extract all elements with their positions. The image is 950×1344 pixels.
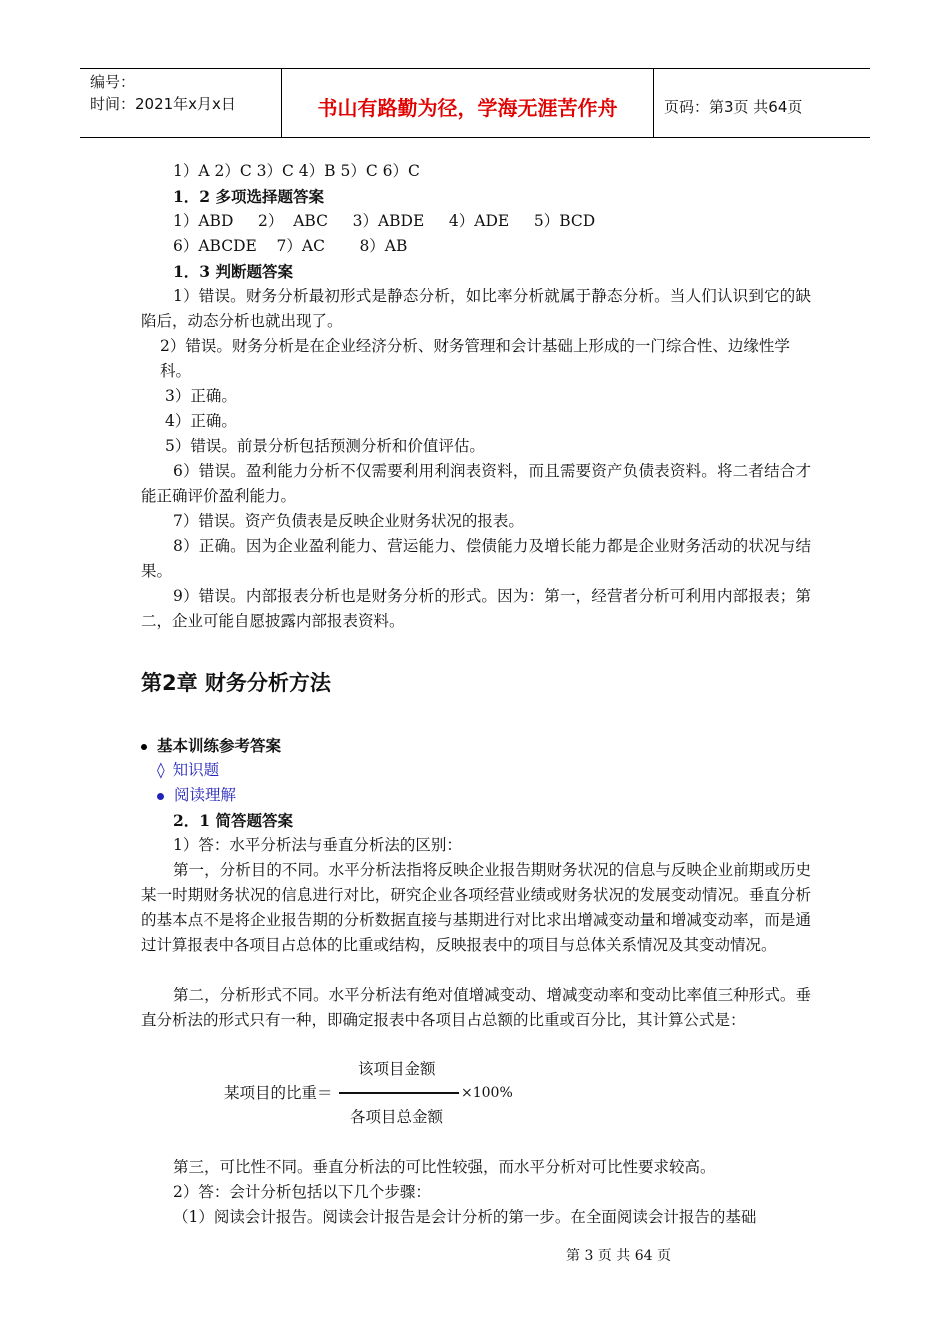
sub-reading-label: 阅读理解 bbox=[174, 786, 237, 804]
paragraph-1: 第一，分析目的不同。水平分析法指将反映企业报告期财务状况的信息与反映企业前期或历史某一时期财务状况的信息进行对比，研究企业各项经营业绩或财务状况的发展变动情况。垂直分析的基本点不是将企业报告期的分析数据直接与基期进行对比求出增减变动量和增减变动率，而是通过计算报表中各项目占总体的比重或结构，反映报表中的项目与总体关系情况及其变动情况。 bbox=[141, 861, 811, 954]
question-1: 1）答：水平分析法与垂直分析法的区别： bbox=[173, 836, 462, 854]
sub-knowledge-label: 知识题 bbox=[172, 761, 220, 779]
formula-lhs: 某项目的比重＝ bbox=[224, 1084, 333, 1102]
judgement-1: 1）错误。财务分析最初形式是静态分析，如比率分析就属于静态分析。当人们认识到它的缺陷后，动态分析也就出现了。 bbox=[141, 287, 811, 330]
answer-single-choice: 1）A 2）C 3）C 4）B 5）C 6）C bbox=[173, 162, 420, 180]
judgement-6: 6）错误。盈利能力分析不仅需要利用利润表资料，而且需要资产负债表资料。将二者结合才能正确评价盈利能力。 bbox=[141, 462, 811, 505]
serial-label: 编号： bbox=[90, 73, 136, 91]
heading-1-2: 1．2 多项选择题答案 bbox=[173, 187, 324, 206]
judgement-7: 7）错误。资产负债表是反映企业财务状况的报表。 bbox=[173, 512, 524, 530]
bullet-basic-label: 基本训练参考答案 bbox=[157, 736, 282, 755]
judgement-4: 4）正确。 bbox=[165, 412, 237, 430]
header-table bbox=[80, 68, 870, 138]
chapter-title: 第2章 财务分析方法 bbox=[141, 671, 331, 695]
judgement-9: 9）错误。内部报表分析也是财务分析的形式。因为：第一，经营者分析可利用内部报表；第二，企业可能自愿披露内部报表资料。 bbox=[141, 587, 811, 630]
formula-denominator: 各项目总金额 bbox=[350, 1108, 444, 1126]
time-label: 时间：2021年x月x日 bbox=[90, 95, 236, 113]
paragraph-2: 第二，分析形式不同。水平分析法有绝对值增减变动、增减变动率和变动比率值三种形式。垂直分析法的形式只有一种，即确定报表中各项目占总额的比重或百分比，其计算公式是： bbox=[141, 986, 811, 1029]
question-2: 2）答：会计分析包括以下几个步骤： bbox=[173, 1183, 431, 1201]
formula-multiplier: ×100% bbox=[461, 1085, 513, 1101]
bullet-dot-icon bbox=[141, 744, 147, 750]
heading-2-1: 2．1 简答题答案 bbox=[173, 811, 293, 830]
paragraph-3: 第三，可比性不同。垂直分析法的可比性较强，而水平分析对可比性要求较高。 bbox=[173, 1158, 716, 1176]
judgement-5: 5）错误。前景分析包括预测分析和价值评估。 bbox=[165, 437, 485, 455]
diamond-icon: ◊ bbox=[157, 761, 165, 779]
judgement-2: 2）错误。财务分析是在企业经济分析、财务管理和会计基础上形成的一门综合性、边缘性学科。 bbox=[160, 337, 790, 380]
formula-numerator: 该项目金额 bbox=[358, 1060, 436, 1078]
judgement-3: 3）正确。 bbox=[165, 387, 237, 405]
answer-multi-choice-1: 1）ABD 2） ABC 3）ABDE 4）ADE 5）BCD bbox=[173, 212, 596, 230]
header-page-info: 页码：第3页 共64页 bbox=[664, 97, 803, 116]
paragraph-4: （1）阅读会计报告。阅读会计报告是会计分析的第一步。在全面阅读会计报告的基础 bbox=[173, 1208, 757, 1226]
header-meta-cell bbox=[80, 69, 282, 137]
answer-multi-choice-2: 6）ABCDE 7）AC 8）AB bbox=[173, 237, 408, 255]
sub-knowledge bbox=[157, 758, 219, 783]
page-footer: 第 3 页 共 64 页 bbox=[566, 1248, 671, 1264]
blue-dot-icon bbox=[157, 793, 164, 800]
judgement-8: 8）正确。因为企业盈利能力、营运能力、偿债能力及增长能力都是企业财务活动的状况与结果。 bbox=[141, 537, 811, 580]
header-motto: 书山有路勤为径，学海无涯苦作舟 bbox=[282, 69, 654, 137]
heading-1-3: 1．3 判断题答案 bbox=[173, 262, 293, 281]
bullet-basic-training bbox=[141, 733, 281, 758]
fraction-line bbox=[339, 1092, 459, 1094]
sub-reading bbox=[157, 783, 236, 808]
